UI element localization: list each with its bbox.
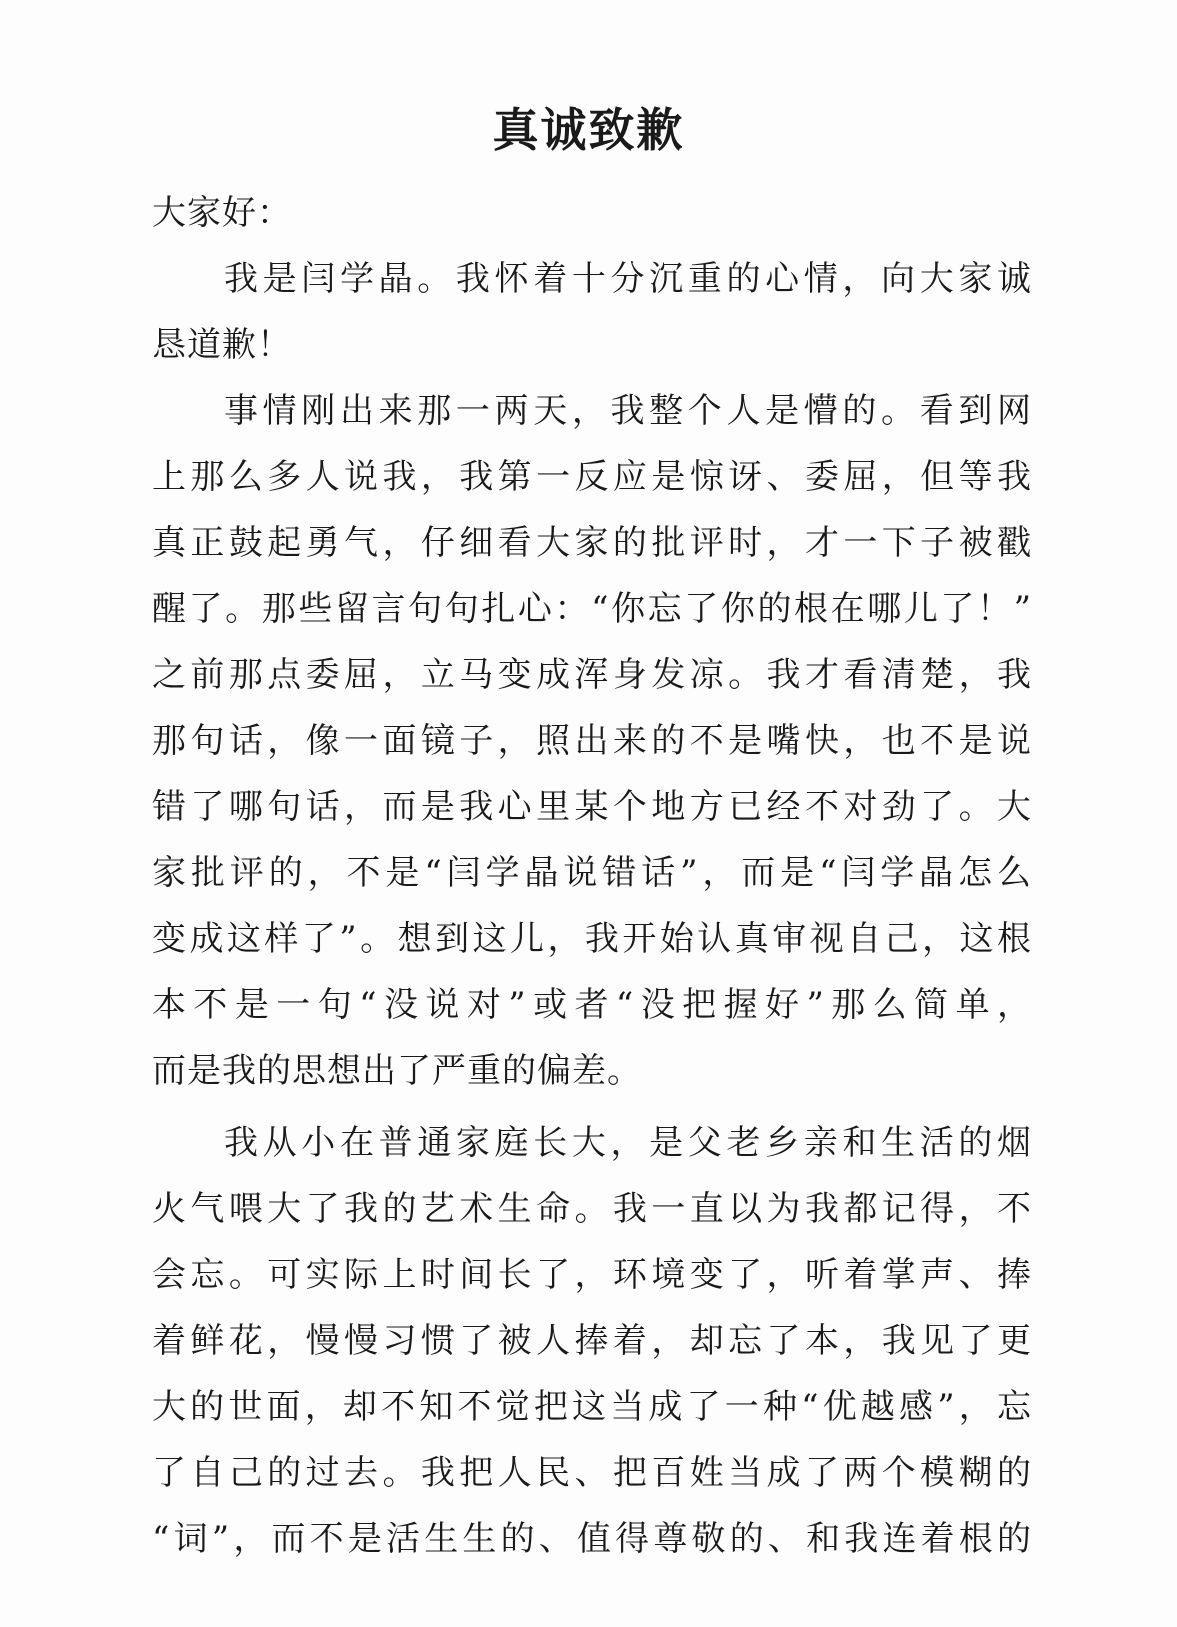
text-line: 变成这样了”。想到这儿，我开始认真审视自己，这根	[152, 919, 1032, 959]
text-line: 家批评的，不是“闫学晶说错话”，而是“闫学晶怎么	[152, 853, 1032, 893]
text-line: 大的世面，却不知不觉把这当成了一种“优越感”，忘	[152, 1387, 1032, 1427]
text-line: 本不是一句“没说对”或者“没把握好”那么简单，	[152, 985, 1032, 1025]
text-line: 上那么多人说我，我第一反应是惊讶、委屈，但等我	[152, 457, 1032, 497]
text-line: 了自己的过去。我把人民、把百姓当成了两个模糊的	[152, 1453, 1032, 1493]
salutation: 大家好：	[152, 193, 292, 233]
text-line: 而是我的思想出了严重的偏差。	[152, 1051, 642, 1091]
text-line: 事情刚出来那一两天，我整个人是懵的。看到网	[224, 391, 1032, 431]
text-line: 会忘。可实际上时间长了，环境变了，听着掌声、捧	[152, 1255, 1032, 1295]
text-line: 着鲜花，慢慢习惯了被人捧着，却忘了本，我见了更	[152, 1321, 1032, 1361]
text-line: 真正鼓起勇气，仔细看大家的批评时，才一下子被戳	[152, 523, 1032, 563]
text-line: 之前那点委屈，立马变成浑身发凉。我才看清楚，我	[152, 655, 1032, 695]
text-line: 错了哪句话，而是我心里某个地方已经不对劲了。大	[152, 787, 1032, 827]
text-line: 那句话，像一面镜子，照出来的不是嘴快，也不是说	[152, 721, 1032, 761]
text-line: 我从小在普通家庭长大，是父老乡亲和生活的烟	[224, 1123, 1032, 1163]
text-line: 我是闫学晶。我怀着十分沉重的心情，向大家诚	[224, 259, 1032, 299]
text-line: 火气喂大了我的艺术生命。我一直以为我都记得，不	[152, 1189, 1032, 1229]
document-title: 真诚致歉	[492, 103, 685, 157]
text-line: “词”，而不是活生生的、值得尊敬的、和我连着根的	[152, 1519, 1032, 1559]
text-line: 恳道歉！	[152, 325, 292, 365]
text-line: 醒了。那些留言句句扎心：“你忘了你的根在哪儿了！”	[152, 589, 1032, 629]
document-body	[152, 180, 1032, 1572]
